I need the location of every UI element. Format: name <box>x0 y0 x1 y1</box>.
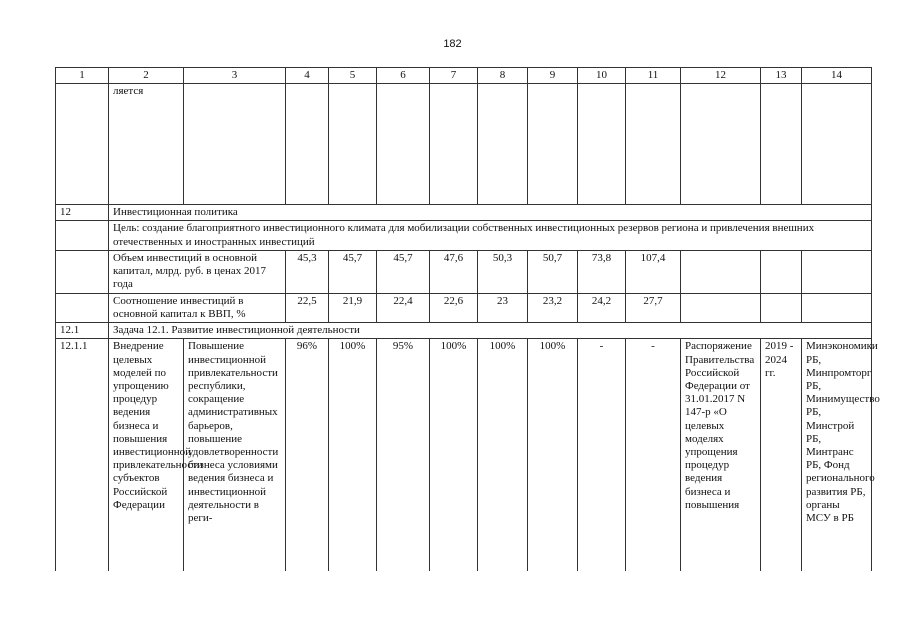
measure-number: 12.1.1 <box>56 339 109 572</box>
header-cell: 9 <box>528 68 578 84</box>
continuation-text: ляется <box>109 84 184 205</box>
indicator-value: 22,6 <box>430 293 478 322</box>
table-cell <box>578 84 626 205</box>
indicator-value: 24,2 <box>578 293 626 322</box>
section-row <box>56 205 872 221</box>
header-cell: 8 <box>478 68 528 84</box>
indicator-value: 45,7 <box>329 250 377 293</box>
measure-name: Внедрение целевых моделей по упрощению процедур ведения бизнеса и повышения инвестиционной привлекательности субъектов Российской Федерации <box>109 339 184 572</box>
header-cell: 7 <box>430 68 478 84</box>
table-cell <box>56 250 109 293</box>
table-cell <box>681 250 761 293</box>
table-cell <box>528 84 578 205</box>
task-title: Задача 12.1. Развитие инвестиционной деятельности <box>109 323 872 339</box>
measure-value: 100% <box>430 339 478 572</box>
page-number: 182 <box>443 38 462 50</box>
table-cell <box>286 84 329 205</box>
table-cell <box>184 84 286 205</box>
measure-value: - <box>626 339 681 572</box>
task-number: 12.1 <box>56 323 109 339</box>
measure-value: 100% <box>329 339 377 572</box>
measure-document: Распоряжение Правительства Российской Федерации от 31.01.2017 N 147-р «О целевых моделях упрощения процедур ведения бизнеса и повышения <box>681 339 761 572</box>
table-cell <box>377 84 430 205</box>
measure-row <box>56 339 872 572</box>
table-cell <box>56 221 109 250</box>
measure-result: Повышение инвестиционной привлекательности республики, сокращение административных барьеров, повышение удовлетворенности бизнеса условиями ведения бизнеса и инвестиционной деятельности в реги- <box>184 339 286 572</box>
table-cell <box>761 250 802 293</box>
measure-value: - <box>578 339 626 572</box>
table-cell <box>681 84 761 205</box>
indicator-value: 45,7 <box>377 250 430 293</box>
table-cell <box>56 293 109 322</box>
measure-value: 96% <box>286 339 329 572</box>
header-cell: 13 <box>761 68 802 84</box>
header-row <box>56 68 872 84</box>
header-cell: 4 <box>286 68 329 84</box>
indicator-value: 73,8 <box>578 250 626 293</box>
table-cell <box>802 293 872 322</box>
indicator-value: 21,9 <box>329 293 377 322</box>
header-cell: 12 <box>681 68 761 84</box>
table-row <box>56 84 872 205</box>
indicator-value: 22,4 <box>377 293 430 322</box>
table-cell <box>761 293 802 322</box>
header-cell: 6 <box>377 68 430 84</box>
header-cell: 3 <box>184 68 286 84</box>
indicator-value: 23,2 <box>528 293 578 322</box>
indicator-name: Объем инвестиций в основной капитал, млрд. руб. в ценах 2017 года <box>109 250 286 293</box>
indicator-value: 45,3 <box>286 250 329 293</box>
measure-value: 95% <box>377 339 430 572</box>
indicator-row <box>56 250 872 293</box>
indicator-value: 50,7 <box>528 250 578 293</box>
header-cell: 1 <box>56 68 109 84</box>
program-table <box>55 67 880 571</box>
indicator-row <box>56 293 872 322</box>
table-cell <box>626 84 681 205</box>
measure-value: 100% <box>478 339 528 572</box>
indicator-value: 22,5 <box>286 293 329 322</box>
table-cell <box>761 84 802 205</box>
indicator-value: 27,7 <box>626 293 681 322</box>
indicator-value: 47,6 <box>430 250 478 293</box>
section-number: 12 <box>56 205 109 221</box>
measure-value: 100% <box>528 339 578 572</box>
indicator-value: 50,3 <box>478 250 528 293</box>
task-row <box>56 323 872 339</box>
table-cell <box>681 293 761 322</box>
section-title: Инвестиционная политика <box>109 205 872 221</box>
header-cell: 10 <box>578 68 626 84</box>
table-cell <box>802 84 872 205</box>
header-cell: 2 <box>109 68 184 84</box>
table-cell <box>802 250 872 293</box>
indicator-name: Соотношение инвестиций в основной капитал к ВВП, % <box>109 293 286 322</box>
table-cell <box>329 84 377 205</box>
goal-row <box>56 221 872 250</box>
indicator-value: 107,4 <box>626 250 681 293</box>
table-cell <box>56 84 109 205</box>
table-cell <box>430 84 478 205</box>
goal-text: Цель: создание благоприятного инвестиционного климата для мобилизации собственных инвестиционных резервов региона и привлечения внешних отечественных и иностранных инвестиций <box>109 221 872 250</box>
indicator-value: 23 <box>478 293 528 322</box>
header-cell: 11 <box>626 68 681 84</box>
measure-period: 2019 - 2024 гг. <box>761 339 802 572</box>
measure-executors: Минэкономики РБ, Минпромторг РБ, Минимущество РБ, Минстрой РБ, Минтранс РБ, Фонд регионального развития РБ, органы МСУ в РБ <box>802 339 872 572</box>
header-cell: 14 <box>802 68 872 84</box>
header-cell: 5 <box>329 68 377 84</box>
table-cell <box>478 84 528 205</box>
